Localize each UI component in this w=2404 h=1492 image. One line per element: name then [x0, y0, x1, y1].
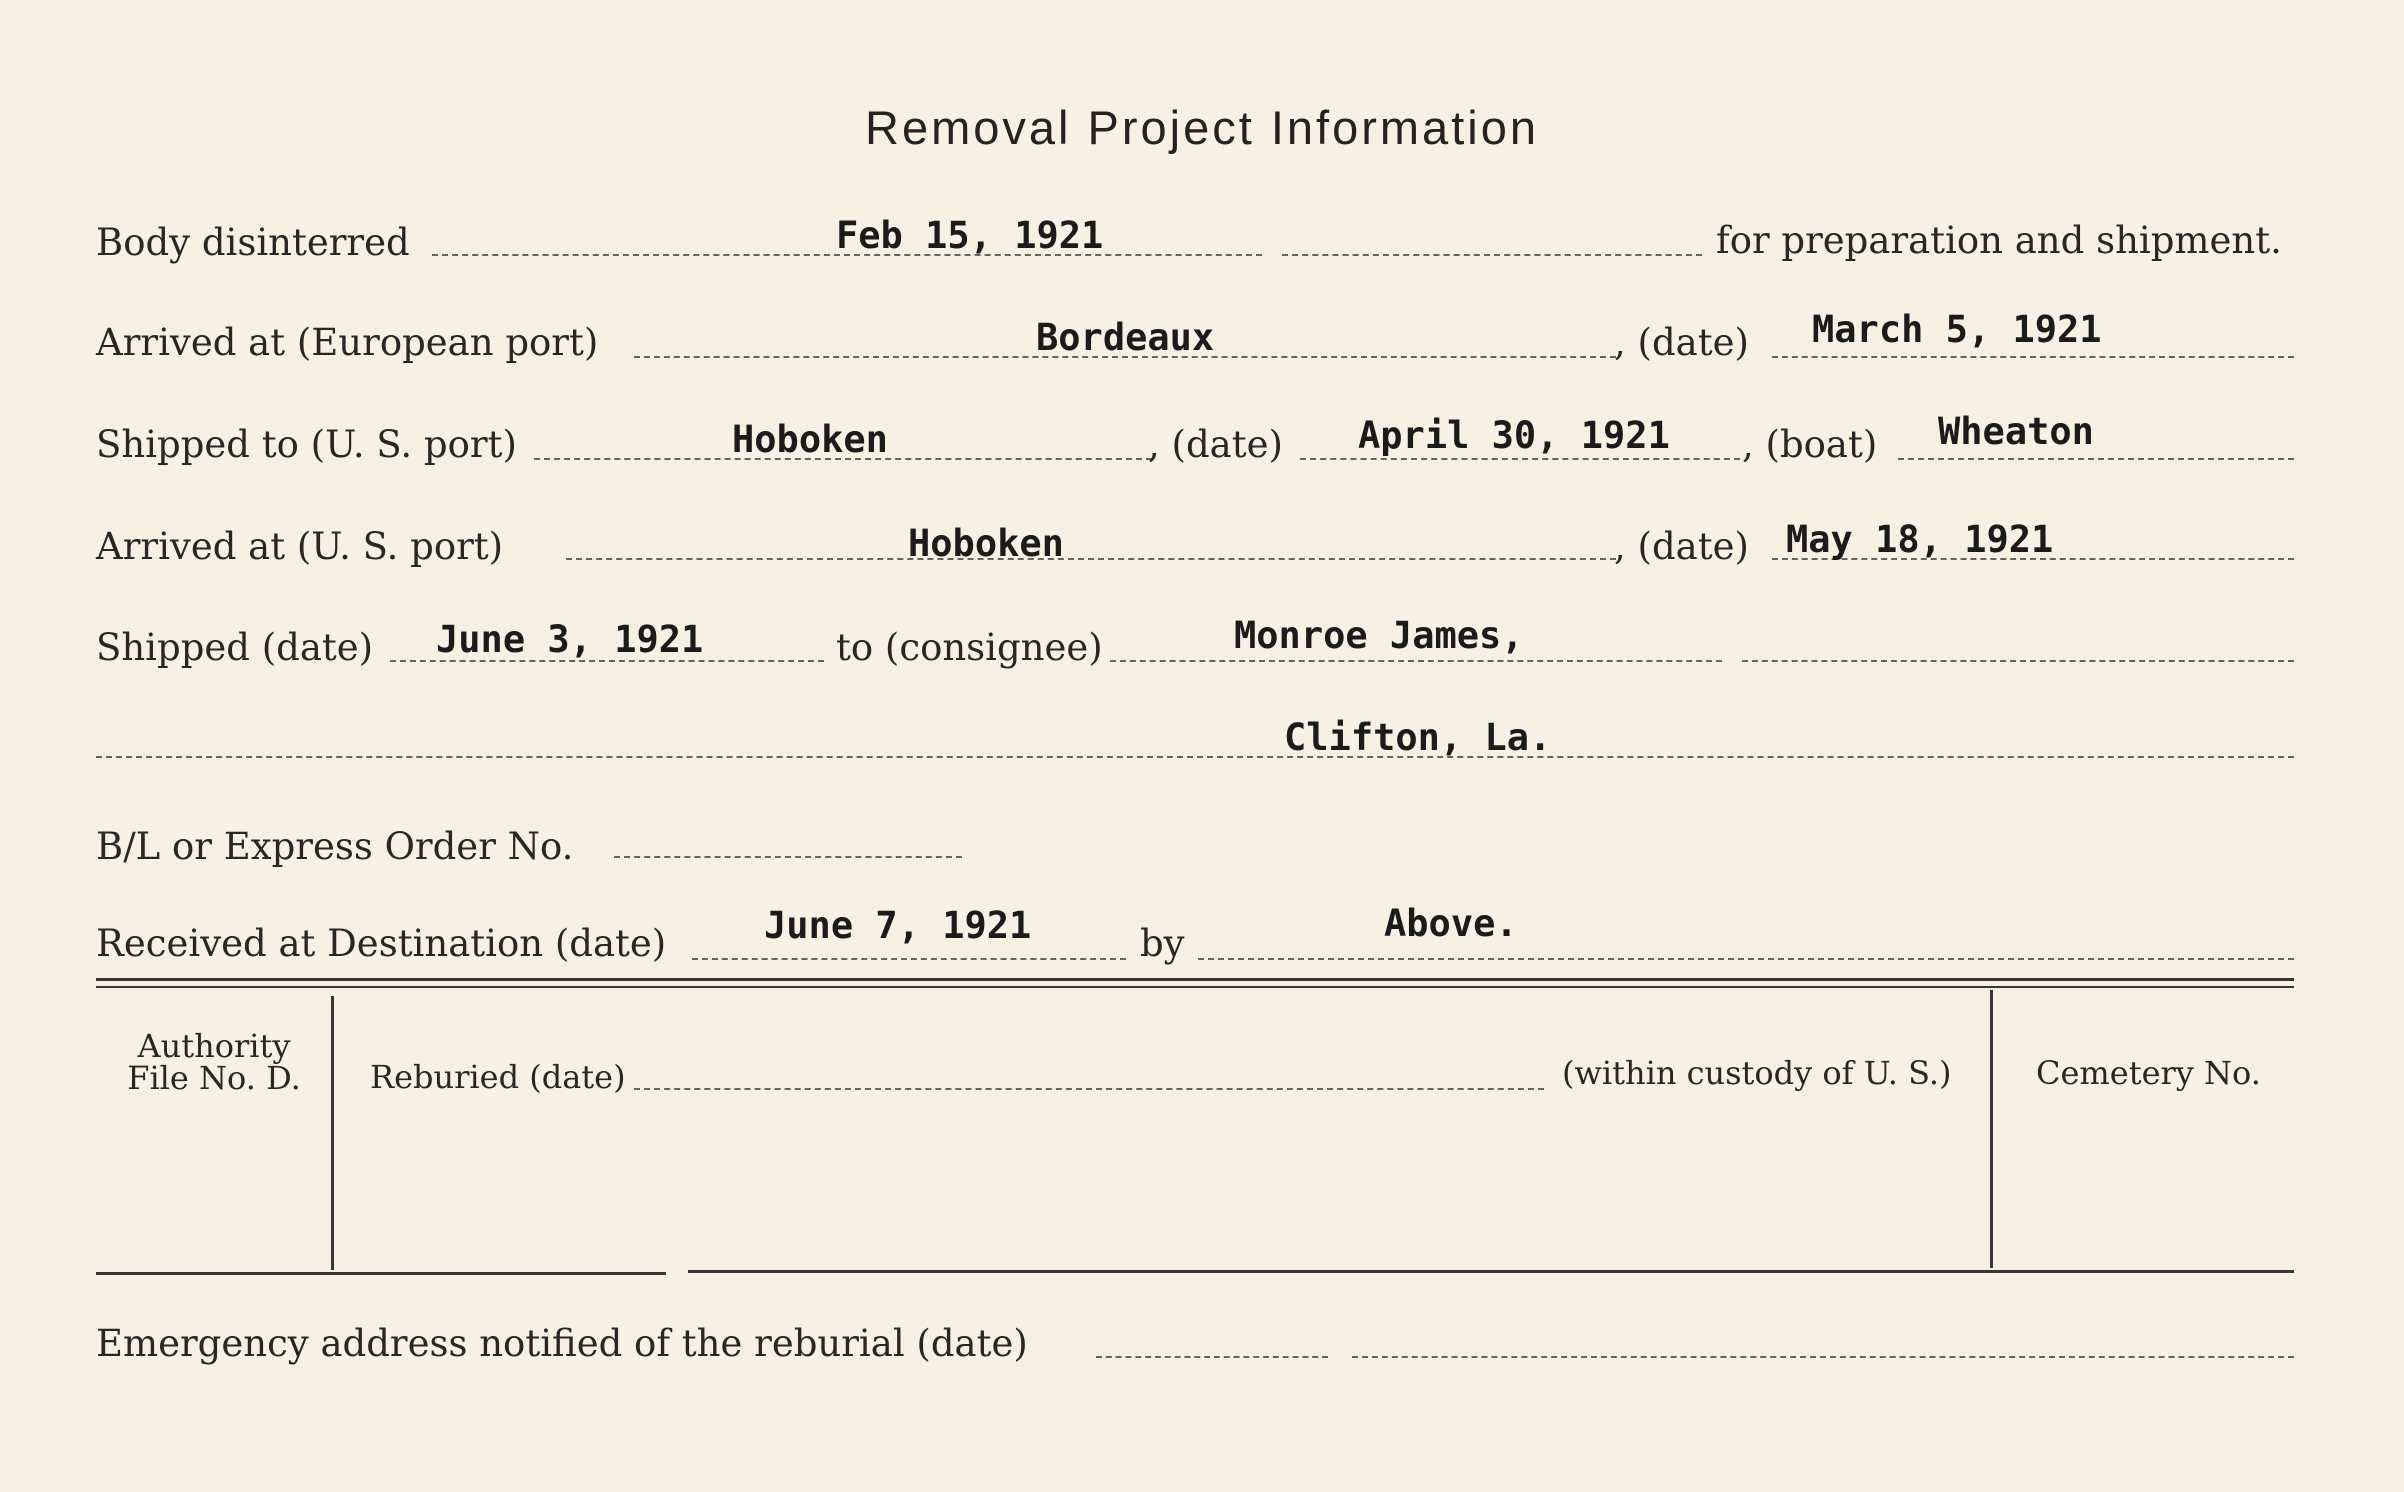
shipped-us-boat[interactable]: Wheaton — [1938, 410, 2094, 453]
received-label: Received at Destination (date) — [96, 922, 667, 965]
cemetery-divider — [1990, 990, 1993, 1268]
arrived-european-date[interactable]: March 5, 1921 — [1812, 308, 2102, 351]
received-by-label: by — [1140, 922, 1185, 965]
shipped-date[interactable]: June 3, 1921 — [436, 618, 704, 661]
shipped-us-date-line — [1300, 458, 1740, 460]
bl-order-line — [614, 856, 962, 858]
shipped-us-boat-line — [1898, 458, 2294, 460]
authority-file-label: Authority File No. D. — [127, 1027, 301, 1097]
received-by-line — [1198, 958, 2294, 960]
shipped-us-value[interactable]: Hoboken — [732, 418, 888, 461]
consignee-name[interactable]: Monroe James, — [1234, 614, 1524, 657]
arrived-european-date-label: , (date) — [1614, 321, 1749, 364]
table-bottom-rule-1 — [96, 1272, 666, 1275]
arrived-us-label: Arrived at (U. S. port) — [96, 525, 504, 568]
arrived-european-date-line — [1772, 356, 2294, 358]
reburied-label: Reburied (date) — [370, 1058, 626, 1096]
body-disinterred-label: Body disinterred — [96, 221, 410, 264]
arrived-us-date[interactable]: May 18, 1921 — [1786, 518, 2054, 561]
custody-label: (within custody of U. S.) — [1562, 1054, 1952, 1092]
emergency-line — [1096, 1356, 1328, 1358]
arrived-us-value[interactable]: Hoboken — [908, 522, 1064, 565]
address-line — [96, 756, 2294, 758]
emergency-line-2 — [1352, 1356, 2294, 1358]
authority-divider — [331, 996, 334, 1270]
arrived-us-date-label: , (date) — [1614, 525, 1749, 568]
body-disinterred-suffix: for preparation and shipment. — [1716, 219, 2282, 262]
received-by[interactable]: Above. — [1384, 902, 1518, 945]
consignee-address[interactable]: Clifton, La. — [1284, 716, 1552, 759]
arrived-european-label: Arrived at (European port) — [96, 321, 599, 364]
table-top-rule — [96, 978, 2294, 981]
consignee-line-2 — [1742, 660, 2294, 662]
arrived-us-line — [566, 558, 1616, 560]
body-disinterred-line-2 — [1282, 254, 1702, 256]
bl-order-label: B/L or Express Order No. — [96, 825, 574, 868]
shipped-us-date[interactable]: April 30, 1921 — [1358, 414, 1670, 457]
shipped-us-label: Shipped to (U. S. port) — [96, 423, 517, 466]
shipped-us-date-label: , (date) — [1148, 423, 1283, 466]
card-title: Removal Project Information — [865, 101, 1539, 154]
received-date[interactable]: June 7, 1921 — [764, 904, 1032, 947]
shipped-date-label: Shipped (date) — [96, 626, 374, 669]
reburied-line — [634, 1088, 1544, 1090]
shipped-us-boat-label: , (boat) — [1742, 423, 1878, 466]
arrived-european-value[interactable]: Bordeaux — [1036, 316, 1215, 359]
cemetery-label: Cemetery No. — [2036, 1054, 2261, 1092]
table-bottom-rule-2 — [688, 1270, 2294, 1273]
body-disinterred-value[interactable]: Feb 15, 1921 — [836, 214, 1104, 257]
received-date-line — [692, 958, 1126, 960]
table-top-rule-2 — [96, 986, 2294, 988]
consignee-line — [1110, 660, 1722, 662]
consignee-label: to (consignee) — [836, 626, 1103, 669]
emergency-label: Emergency address notified of the reburial (date) — [96, 1322, 1028, 1365]
